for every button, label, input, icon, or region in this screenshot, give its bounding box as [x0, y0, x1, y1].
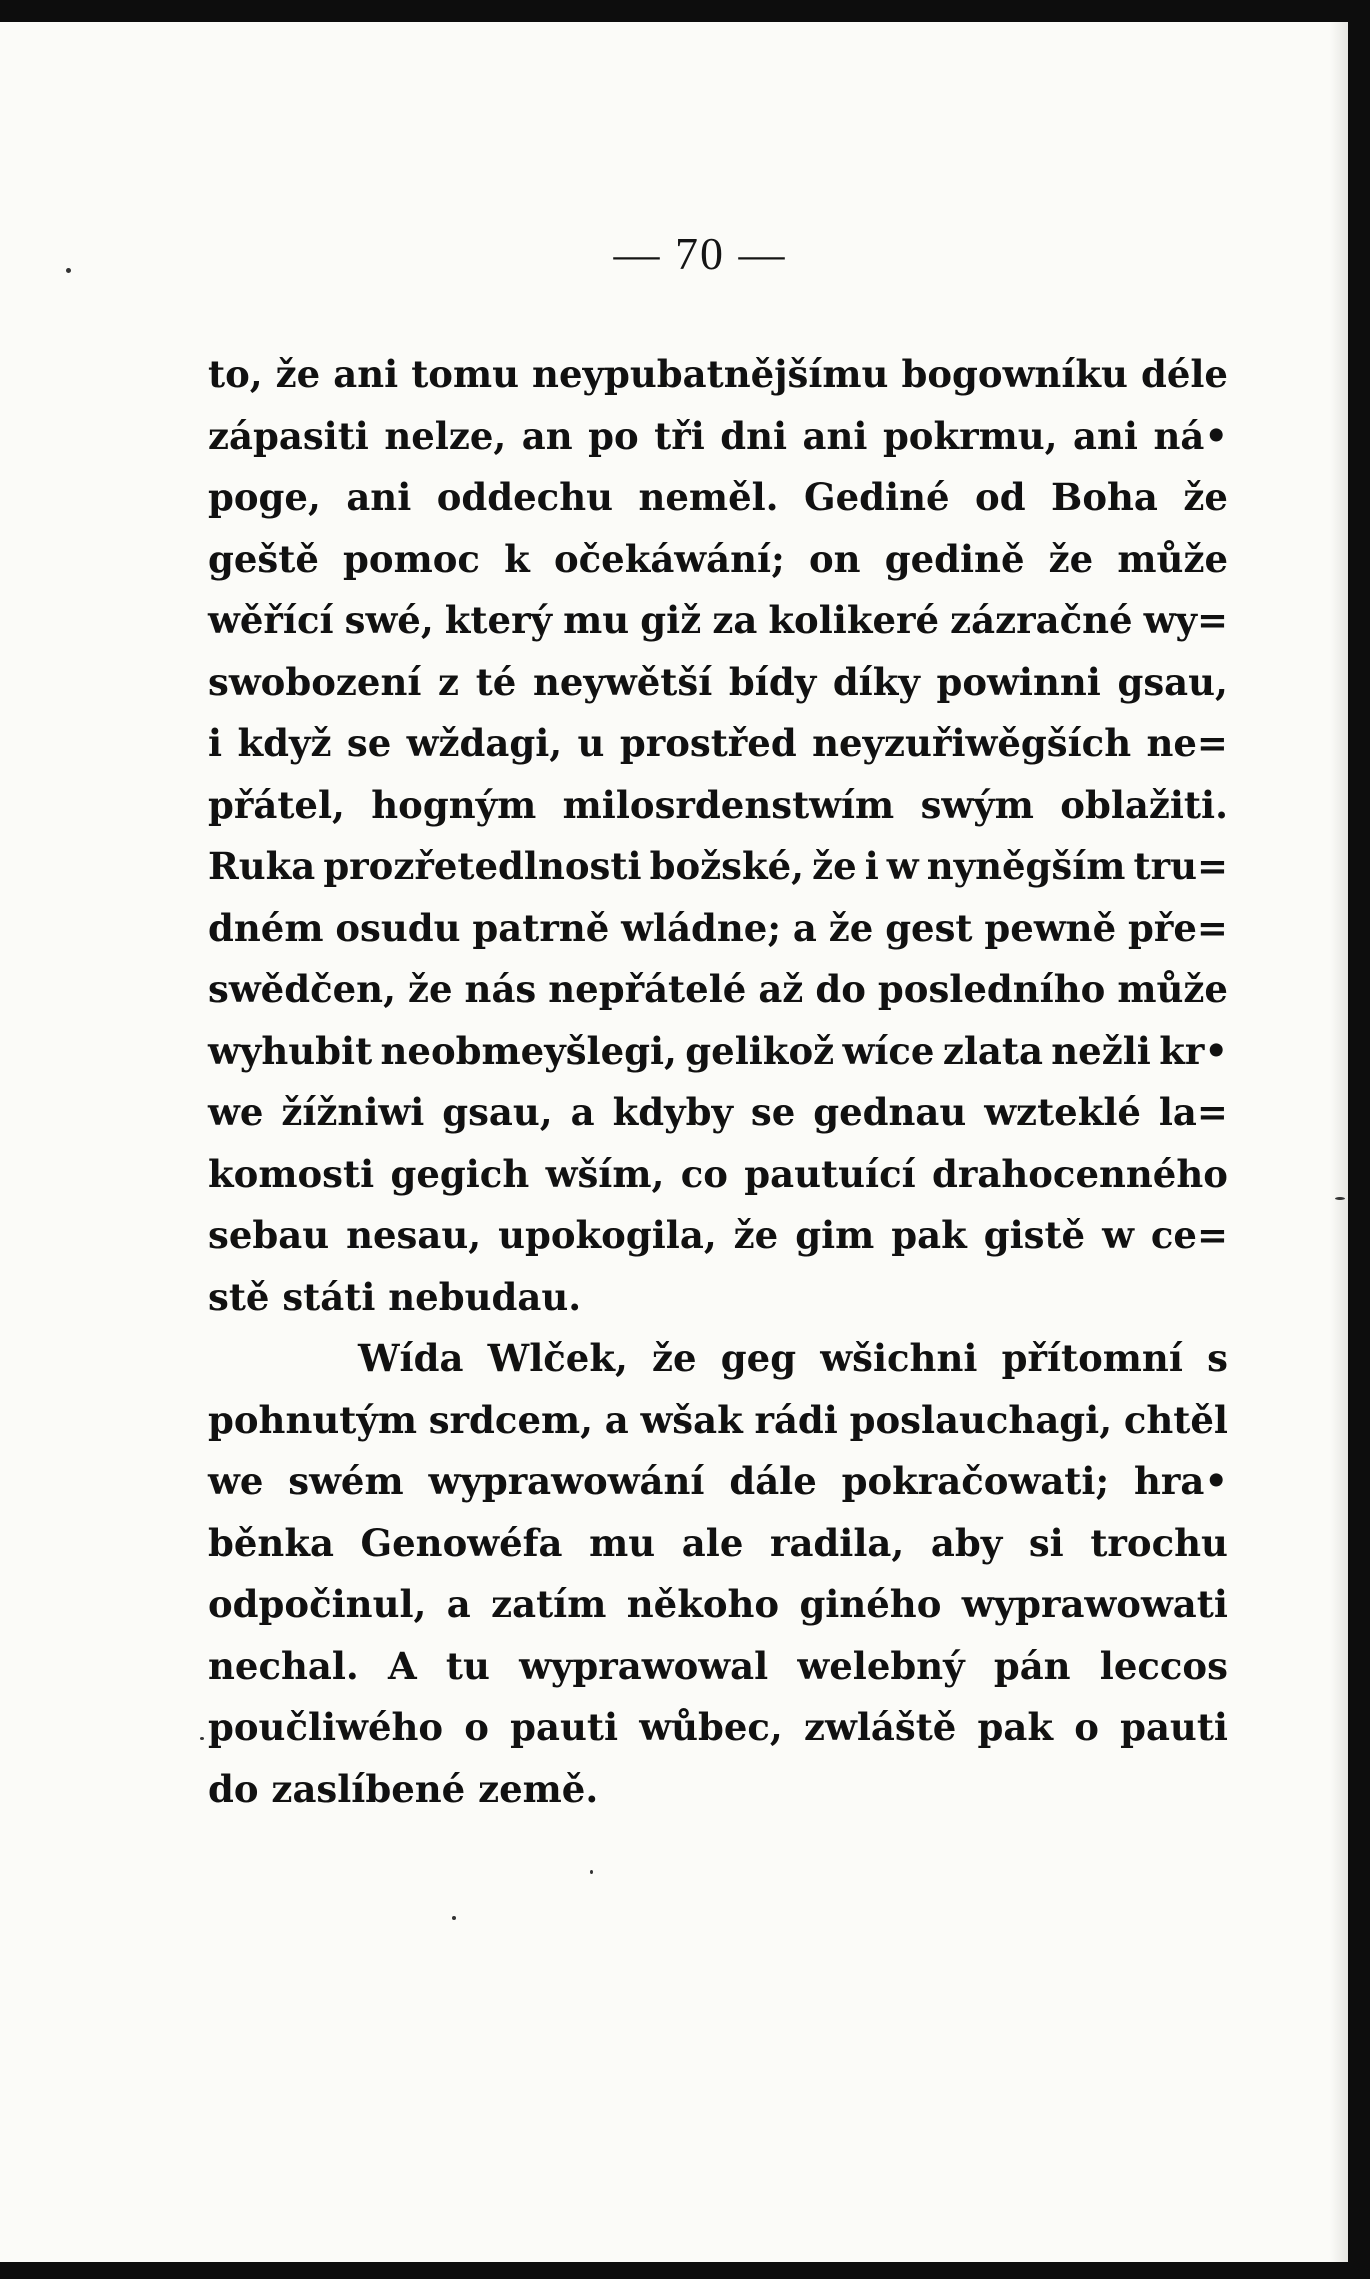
text-line [208, 836, 1228, 898]
word: oblažiti. [1060, 782, 1228, 827]
word: sebau [208, 1213, 330, 1257]
word: bogowníku [901, 352, 1128, 396]
word: Wída [358, 1336, 464, 1380]
word: gest [885, 905, 973, 950]
word: dném [208, 905, 324, 950]
word: to, [208, 352, 263, 396]
word: a [446, 1582, 471, 1626]
word: oddechu [436, 475, 614, 519]
word: si [1028, 1520, 1064, 1565]
word: gednau [813, 1090, 967, 1134]
word: k [504, 536, 530, 581]
word: ani [333, 352, 399, 396]
text-line: do zaslíbené země. [208, 1766, 599, 1811]
word: neywětší [532, 659, 713, 704]
word: w [1102, 1213, 1134, 1257]
word: wzteklé [984, 1090, 1141, 1134]
word: gsau, [442, 1090, 553, 1134]
text-line [208, 1021, 1228, 1083]
word: ani [802, 413, 868, 458]
word: až [758, 967, 804, 1011]
word: odpočinul, [208, 1582, 427, 1626]
word: wůbec, [639, 1705, 783, 1749]
text-line [208, 775, 1228, 837]
word: wládne; [621, 905, 782, 950]
word: osudu [335, 905, 461, 950]
word: poslauchagi, [849, 1397, 1113, 1442]
word: ne= [1146, 721, 1228, 765]
word: we [208, 1090, 264, 1134]
word: tru= [1133, 844, 1228, 888]
word: že [812, 844, 857, 888]
word: může [1117, 967, 1228, 1011]
word: wíce [842, 1028, 935, 1073]
text-line [208, 529, 1228, 591]
word: mu [563, 598, 630, 642]
word: té [475, 659, 517, 704]
word: w [886, 844, 919, 888]
word: swém [288, 1459, 404, 1503]
word: od [975, 475, 1026, 519]
word: kdyby [612, 1090, 733, 1134]
word: kr• [1159, 1028, 1228, 1073]
word: s [1207, 1336, 1228, 1380]
word: déle [1140, 352, 1228, 396]
word: A [387, 1643, 417, 1688]
word: giného [799, 1582, 942, 1626]
word: ani [1073, 413, 1138, 458]
word: dni [720, 413, 788, 458]
word: Genowéfa [360, 1520, 563, 1565]
paragraph [208, 344, 1228, 1328]
ink-speck [66, 268, 71, 273]
word: radila, [769, 1520, 905, 1565]
word: neyzuřiwěgších [812, 721, 1132, 765]
word: wždagi, [406, 721, 563, 765]
word: kolikeré [768, 598, 940, 642]
word: wšichni [820, 1336, 978, 1380]
page-number: — 70 — [613, 228, 787, 279]
word: i [208, 721, 223, 765]
word: swědčen, [208, 967, 396, 1011]
word: po [588, 413, 639, 458]
word: dále [729, 1459, 817, 1503]
word: že [1183, 475, 1228, 519]
word: pautuící [744, 1151, 916, 1196]
page-gutter-shadow [1330, 22, 1348, 2262]
book-page [0, 22, 1348, 2262]
word: tomu [411, 352, 520, 396]
text-line [208, 1390, 1228, 1452]
word: wěřící [208, 598, 334, 642]
word: swobození [208, 659, 422, 704]
word: trochu [1090, 1520, 1228, 1565]
word: geště [208, 536, 319, 581]
word: zápasiti [208, 413, 369, 458]
word: pohnutým [208, 1397, 417, 1442]
word: Boha [1051, 475, 1158, 519]
word: za [712, 598, 758, 642]
word: nelze, [384, 413, 507, 458]
text-line [208, 1636, 1228, 1698]
word: pán [993, 1643, 1071, 1688]
word: wyprawowání [428, 1459, 705, 1503]
word: běnka [208, 1520, 334, 1565]
word: patrně [472, 905, 610, 950]
word: nežli [1051, 1028, 1151, 1073]
word: nesau, [346, 1213, 482, 1257]
word: co [680, 1151, 728, 1196]
ink-speck [1335, 1197, 1345, 1200]
word: pak [891, 1213, 967, 1257]
word: tři [654, 413, 705, 458]
word: že [652, 1336, 697, 1380]
word: poge, [208, 475, 321, 519]
word: očekáwání; [553, 536, 785, 581]
word: wyprawowal [519, 1643, 769, 1688]
word: swým [920, 782, 1034, 827]
text-line [208, 1144, 1228, 1206]
word: rádi [754, 1397, 838, 1442]
text-line [208, 1451, 1228, 1513]
word: hogným [371, 782, 537, 827]
word: že [733, 1213, 779, 1257]
word: někoho [626, 1582, 780, 1626]
text-line [208, 959, 1228, 1021]
text-line [208, 1574, 1228, 1636]
word: prozřetedlnosti [323, 844, 642, 888]
text-line [208, 1328, 1228, 1390]
word: neobmeyšlegi, [380, 1028, 677, 1073]
word: božské, [649, 844, 805, 888]
word: i [864, 844, 879, 888]
word: tu [445, 1643, 490, 1688]
word: nechal. [208, 1643, 359, 1688]
scan-edge-right [1348, 0, 1370, 2279]
word: se [750, 1090, 796, 1134]
word: swé, [344, 598, 434, 642]
word: komosti [208, 1151, 375, 1196]
word: gegich [390, 1151, 530, 1196]
word: zlata [942, 1028, 1043, 1073]
scan-edge-bottom [0, 2262, 1370, 2279]
word: gsau, [1117, 659, 1228, 704]
word: srdcem, [428, 1397, 594, 1442]
word: Gediné [804, 475, 950, 519]
word: welebný [797, 1643, 965, 1688]
word: ale [681, 1520, 744, 1565]
word: pomoc [343, 536, 480, 581]
word: nepřátelé [548, 967, 747, 1011]
word: a [792, 905, 817, 950]
body-text [208, 344, 1228, 1820]
word: o [1074, 1705, 1099, 1749]
word: neměl. [638, 475, 779, 519]
word: la= [1158, 1090, 1228, 1134]
word: nás [464, 967, 537, 1011]
word: aby [930, 1520, 1003, 1565]
word: hra• [1133, 1459, 1228, 1503]
ink-speck [200, 1737, 204, 1740]
word: poučliwého [208, 1705, 444, 1749]
word: přátel, [208, 782, 345, 827]
word: gistě [983, 1213, 1086, 1257]
word: zatím [491, 1582, 607, 1626]
word: že [828, 905, 874, 950]
word: wyhubit [208, 1028, 373, 1073]
scan-edge-top [0, 0, 1370, 22]
word: mu [589, 1520, 656, 1565]
word: chtěl [1123, 1397, 1228, 1442]
word: přítomní [1001, 1336, 1183, 1380]
word: ce= [1150, 1213, 1228, 1257]
text-line [208, 467, 1228, 529]
word: wy= [1143, 598, 1228, 642]
text-line [208, 1082, 1228, 1144]
word: geg [720, 1336, 797, 1380]
word: a [604, 1397, 629, 1442]
word: o [464, 1705, 489, 1749]
word: powinni [936, 659, 1101, 704]
word: Wlček, [487, 1336, 628, 1380]
word: prostřed [619, 721, 797, 765]
word: gedině [884, 536, 1025, 581]
word: pauti [1120, 1705, 1228, 1749]
word: když [237, 721, 332, 765]
word: z [438, 659, 460, 704]
word: posledního [877, 967, 1106, 1011]
text-line [208, 652, 1228, 714]
word: do [815, 967, 866, 1011]
word: wším, [545, 1151, 665, 1196]
text-line [208, 1513, 1228, 1575]
word: že [275, 352, 321, 396]
word: nyněgším [926, 844, 1126, 888]
word: že [1048, 536, 1094, 581]
word: Ruka [208, 844, 316, 888]
text-line: stě státi nebudau. [208, 1274, 582, 1319]
word: pokračowati; [841, 1459, 1110, 1503]
word: že [407, 967, 453, 1011]
word: ná• [1153, 413, 1228, 458]
word: pauti [510, 1705, 619, 1749]
word: upokogila, [498, 1213, 717, 1257]
text-line [208, 713, 1228, 775]
ink-speck [452, 1916, 456, 1920]
word: wšak [640, 1397, 743, 1442]
word: pewně [984, 905, 1117, 950]
word: může [1117, 536, 1228, 581]
ink-speck [590, 1870, 593, 1874]
word: který [444, 598, 553, 642]
text-line [208, 406, 1228, 468]
word: pak [977, 1705, 1054, 1749]
word: pokrmu, [882, 413, 1058, 458]
word: wyprawowati [961, 1582, 1228, 1626]
word: milosrdenstwím [562, 782, 895, 827]
word: we [208, 1459, 264, 1503]
text-line [208, 344, 1228, 406]
word: díky [832, 659, 920, 704]
word: gim [795, 1213, 875, 1257]
word: zwláště [803, 1705, 957, 1749]
paragraph [208, 1328, 1228, 1820]
word: leccos [1099, 1643, 1228, 1688]
word: bídy [728, 659, 817, 704]
word: pře= [1128, 905, 1228, 950]
word: neypubatnějšímu [532, 352, 889, 396]
text-line [208, 1697, 1228, 1759]
word: se [346, 721, 392, 765]
word: ani [346, 475, 412, 519]
word: zázračné [950, 598, 1133, 642]
word: drahocenného [932, 1151, 1228, 1196]
text-line [208, 590, 1228, 652]
word: giž [640, 598, 702, 642]
word: on [808, 536, 861, 581]
text-line [208, 898, 1228, 960]
word: gelikož [685, 1028, 835, 1073]
word: žížniwi [281, 1090, 425, 1134]
word: u [577, 721, 605, 765]
word: a [570, 1090, 595, 1134]
word: an [521, 413, 573, 458]
text-line [208, 1205, 1228, 1267]
